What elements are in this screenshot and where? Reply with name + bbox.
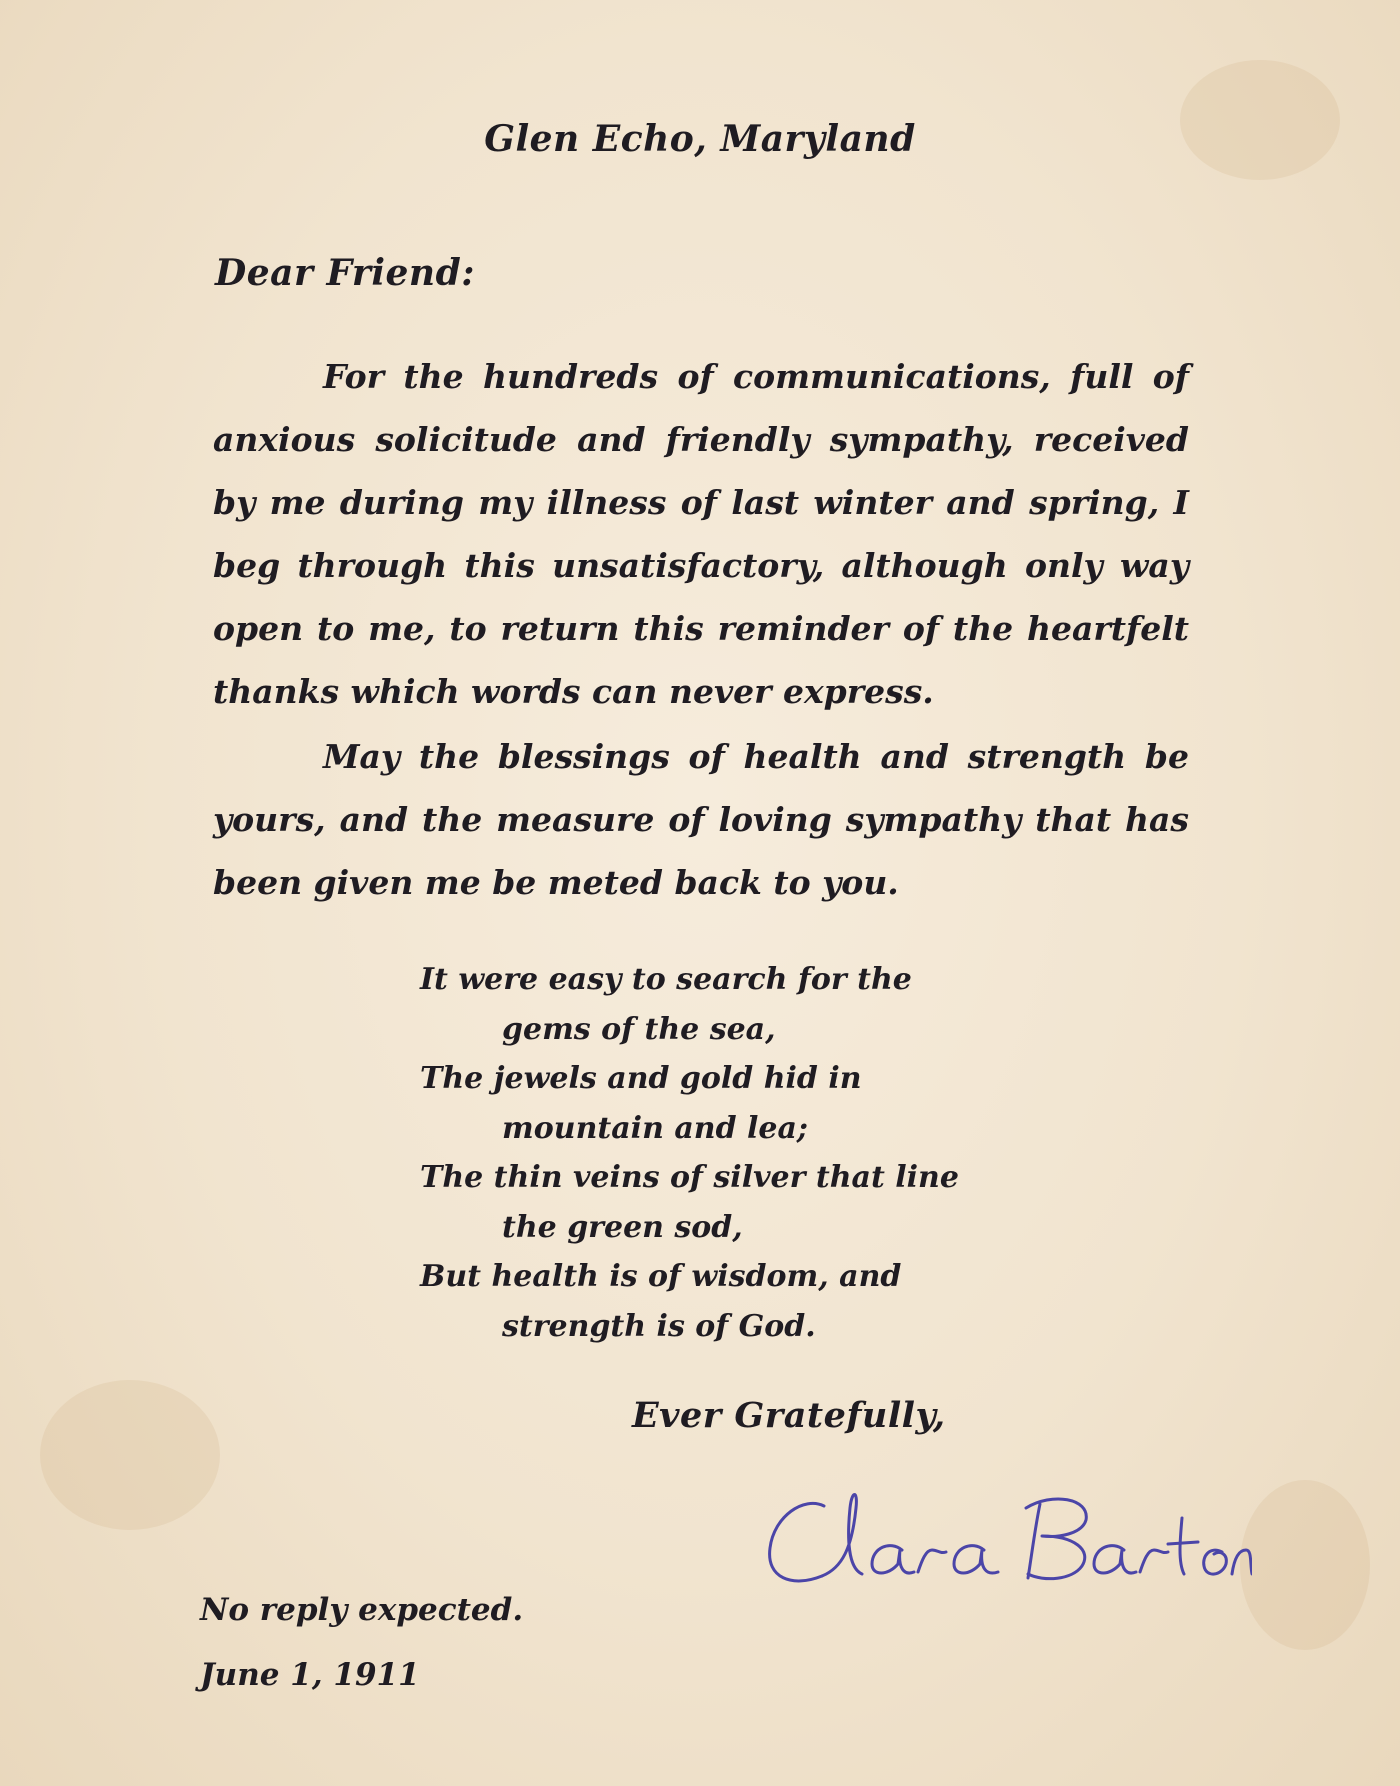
- poem-line: gems of the sea,: [502, 1011, 776, 1047]
- poem-line: strength is of God.: [502, 1308, 816, 1344]
- poem-line: The thin veins of silver that line: [420, 1160, 959, 1195]
- poem-line: the green sod,: [502, 1209, 743, 1245]
- signature: [752, 1478, 1252, 1598]
- poem-stanza: [420, 955, 959, 1351]
- paragraph-blessings: May the blessings of health and strength be yours, and the measure of loving sympathy that has been given me be meted back to you.: [213, 737, 1189, 902]
- salutation: Dear Friend:: [215, 252, 476, 294]
- poem-line: The jewels and gold hid in: [420, 1061, 862, 1096]
- letter-date: June 1, 1911: [200, 1657, 420, 1693]
- no-reply-note: No reply expected.: [200, 1592, 524, 1628]
- poem-line: But health is of wisdom, and: [420, 1259, 902, 1294]
- poem-line: mountain and lea;: [502, 1110, 808, 1146]
- paragraph-thanks: For the hundreds of communications, full of anxious solicitude and friendly sympathy, received by me during my illness of last winter and spring, I beg through this unsatisfactory, although only way open to me, to return this reminder of the heartfelt thanks which words can never express.: [213, 357, 1189, 711]
- closing: Ever Gratefully,: [632, 1395, 946, 1436]
- poem-line: It were easy to search for the: [420, 962, 912, 997]
- paper-stain: [40, 1380, 220, 1530]
- paper-stain: [1240, 1480, 1370, 1650]
- letter-place-heading: Glen Echo, Maryland: [484, 118, 916, 160]
